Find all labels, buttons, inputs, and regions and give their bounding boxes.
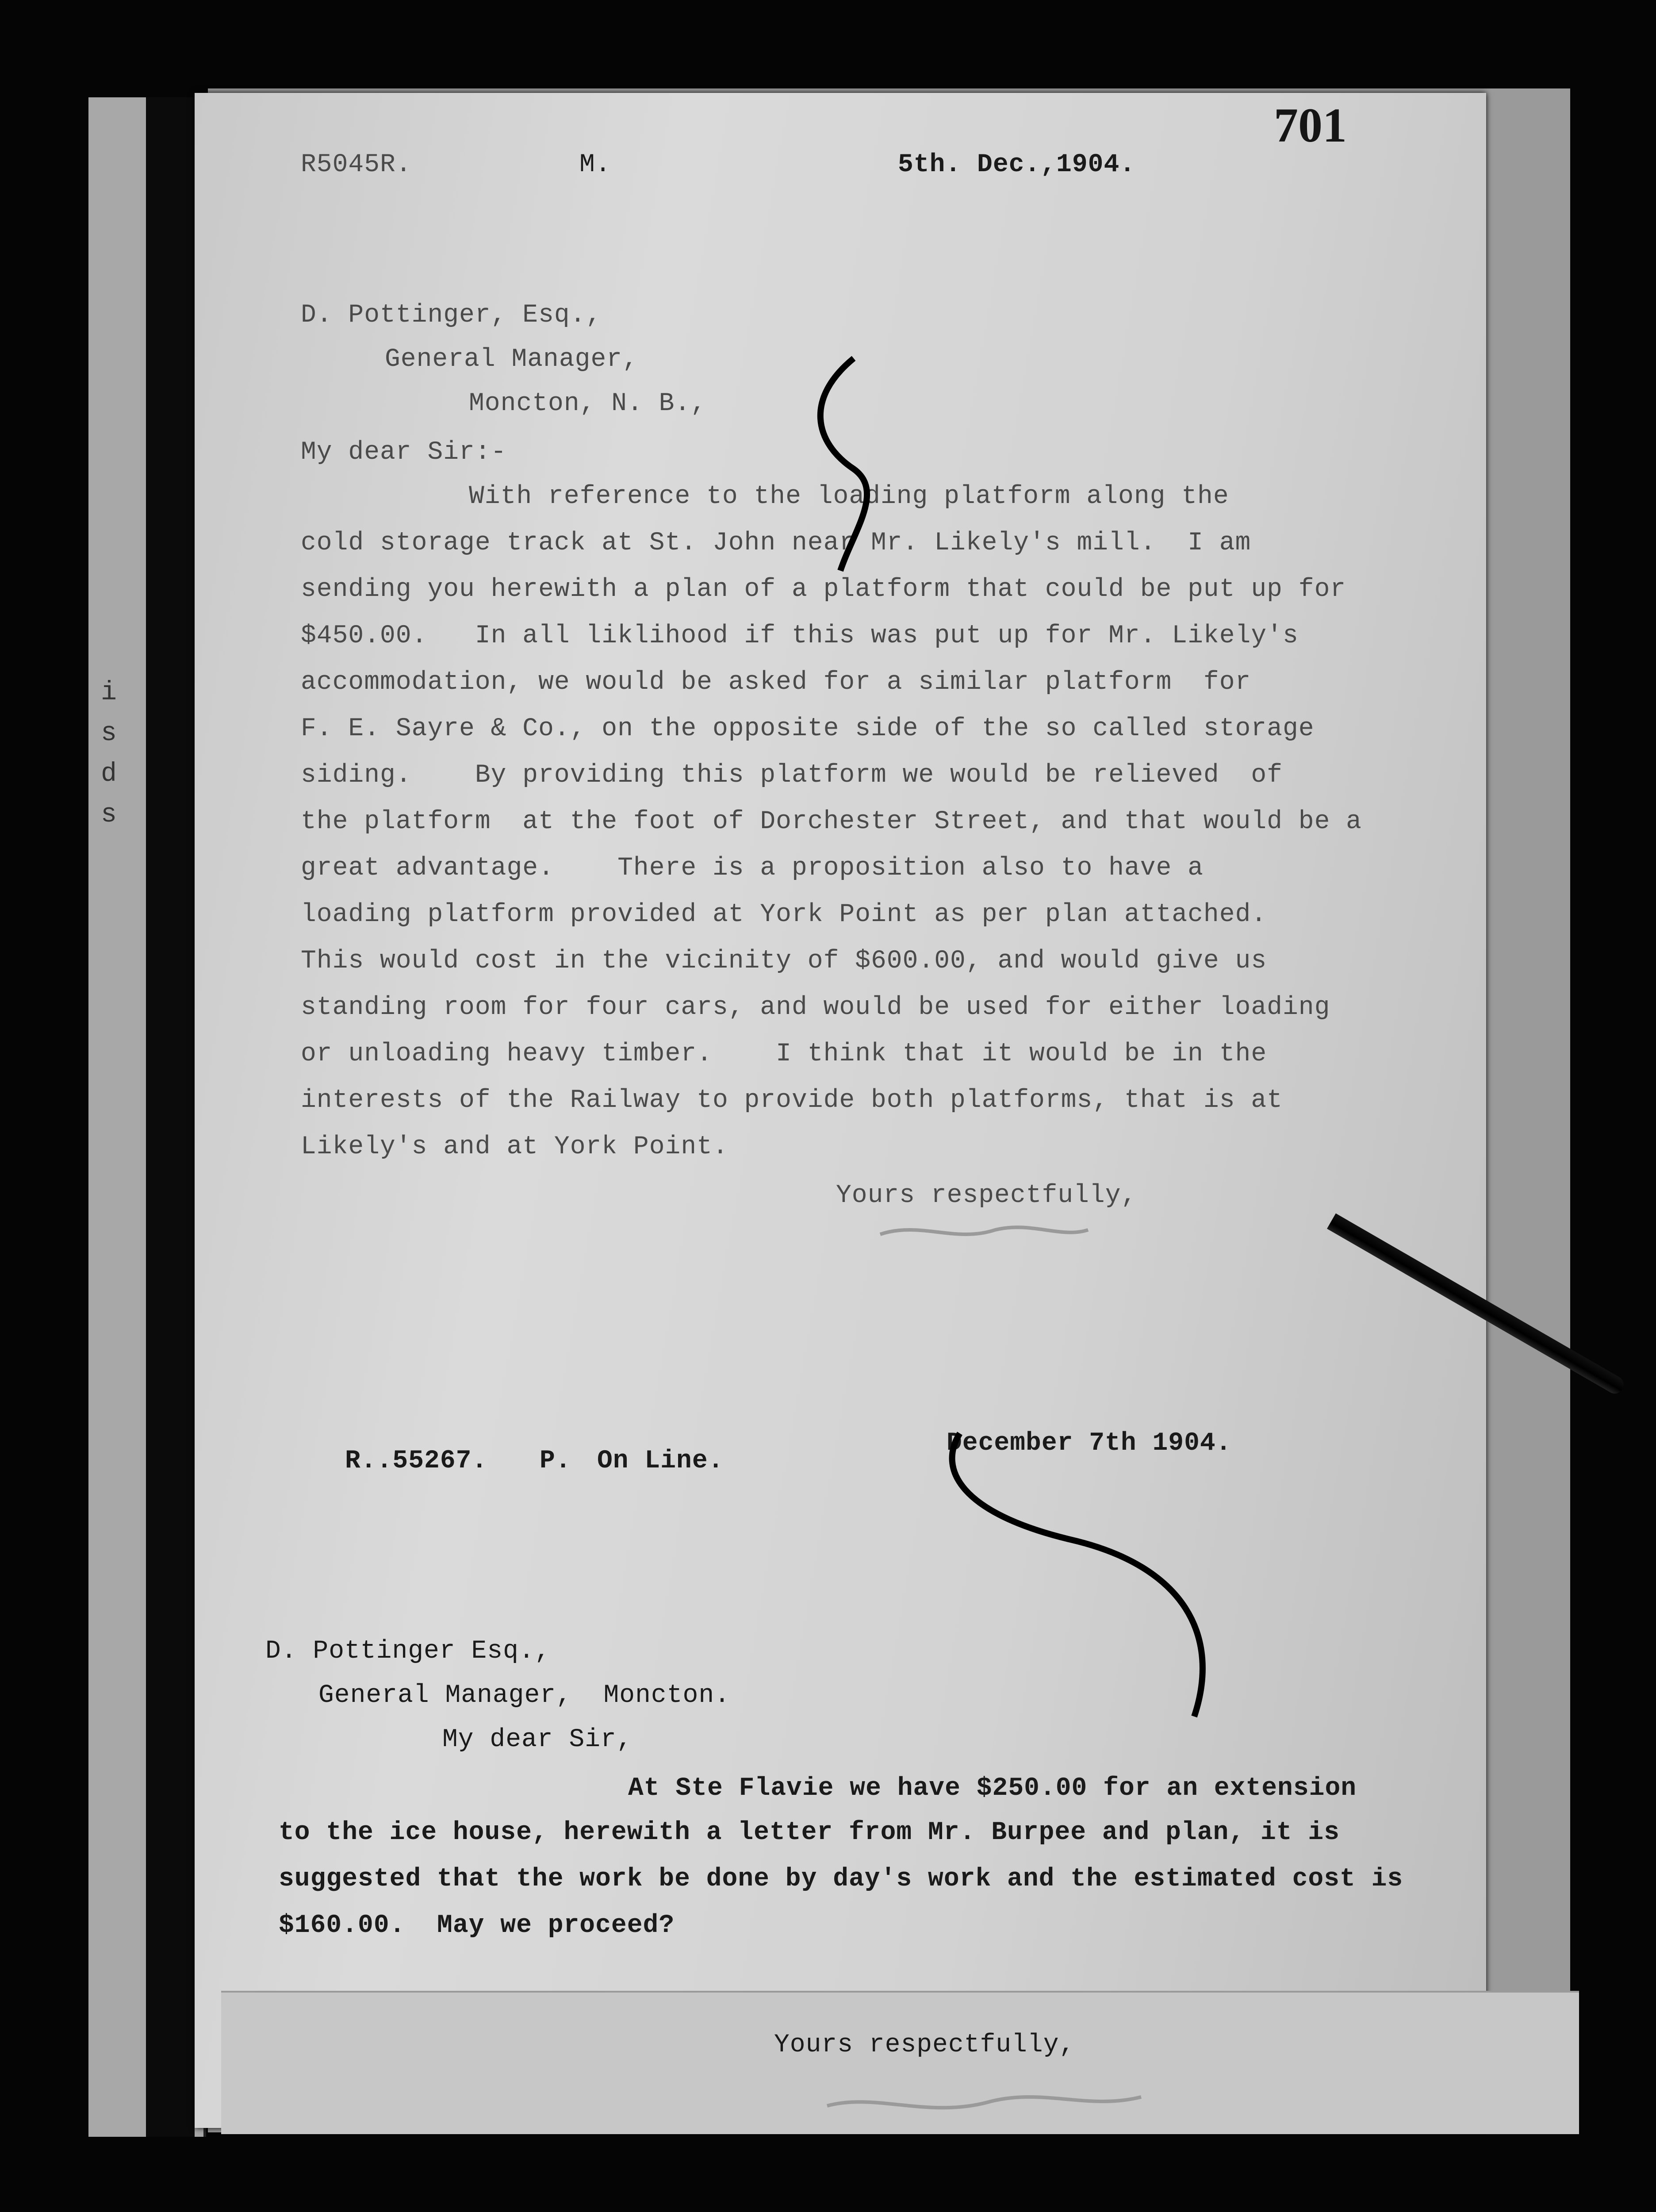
letter1-body-line: standing room for four cars, and would be used for either loading (301, 993, 1330, 1022)
letter1-addressee-title: General Manager, (385, 345, 638, 374)
adjacent-page-marks: i s d s (101, 678, 117, 830)
letter1-addressee-place: Moncton, N. B., (469, 389, 707, 418)
letter1-date: 5th. Dec.,1904. (898, 150, 1136, 179)
letter1-body-line: F. E. Sayre & Co., on the opposite side of the so called storage (301, 714, 1315, 743)
letter1-body-line: cold storage track at St. John near Mr. Likely's mill. I am (301, 529, 1251, 557)
letter1-body-line: siding. By providing this platform we would be relieved of (301, 761, 1283, 790)
letter1-body-line: loading platform provided at York Point as per plan attached. (301, 900, 1267, 929)
letter1-closing: Yours respectfully, (836, 1181, 1137, 1210)
letter1-body-line: the platform at the foot of Dorchester Street, and that would be a (301, 807, 1362, 836)
letter2-body-line: $160.00. May we proceed? (279, 1911, 675, 1940)
letter1-body-line: $450.00. In all liklihood if this was put up for Mr. Likely's (301, 622, 1299, 650)
letter2-addressee-title: General Manager, Moncton. (318, 1681, 730, 1710)
letter2-body-line: suggested that the work be done by day's work and the estimated cost is (279, 1865, 1403, 1893)
letter2-initial: P. (540, 1447, 571, 1475)
letter1-addressee-name: D. Pottinger, Esq., (301, 301, 602, 330)
letter2-body-line: At Ste Flavie we have $250.00 for an extension (628, 1774, 1357, 1803)
letter1-body-line: sending you herewith a plan of a platform that could be put up for (301, 575, 1346, 604)
faint-signature-1 (880, 1227, 1088, 1234)
letter1-body-line: or unloading heavy timber. I think that it would be in the (301, 1040, 1267, 1068)
letter2-closing: Yours respectfully, (774, 2031, 1075, 2059)
page-number: 701 (1274, 98, 1347, 152)
curved-stroke-upper (820, 358, 867, 571)
letter2-ref: R..55267. (345, 1447, 488, 1475)
letter1-initial: M. (579, 150, 611, 179)
letter2-salutation: My dear Sir, (442, 1725, 632, 1754)
letter1-ref: R5045R. (301, 150, 412, 179)
letter2-addressee-name: D. Pottinger Esq., (265, 1637, 551, 1666)
letter1-body-line: interests of the Railway to provide both platforms, that is at (301, 1086, 1283, 1115)
faint-signature-2 (827, 2097, 1141, 2108)
letter1-body-line: accommodation, we would be asked for a similar platform for (301, 668, 1251, 697)
letter1-body-line: great advantage. There is a proposition also to have a (301, 854, 1204, 883)
letter2-subject: On Line. (597, 1447, 724, 1475)
letter1-body-line: Likely's and at York Point. (301, 1133, 728, 1161)
letter1-salutation: My dear Sir:- (301, 438, 507, 467)
letter2-body-line: to the ice house, herewith a letter from Mr. Burpee and plan, it is (279, 1818, 1340, 1847)
letter1-body-line: This would cost in the vicinity of $600.00, and would give us (301, 947, 1267, 975)
curved-stroke-lower (952, 1433, 1203, 1717)
letter1-body-line: With reference to the loading platform along the (469, 482, 1229, 511)
letter2-date: December 7th 1904. (947, 1429, 1232, 1458)
